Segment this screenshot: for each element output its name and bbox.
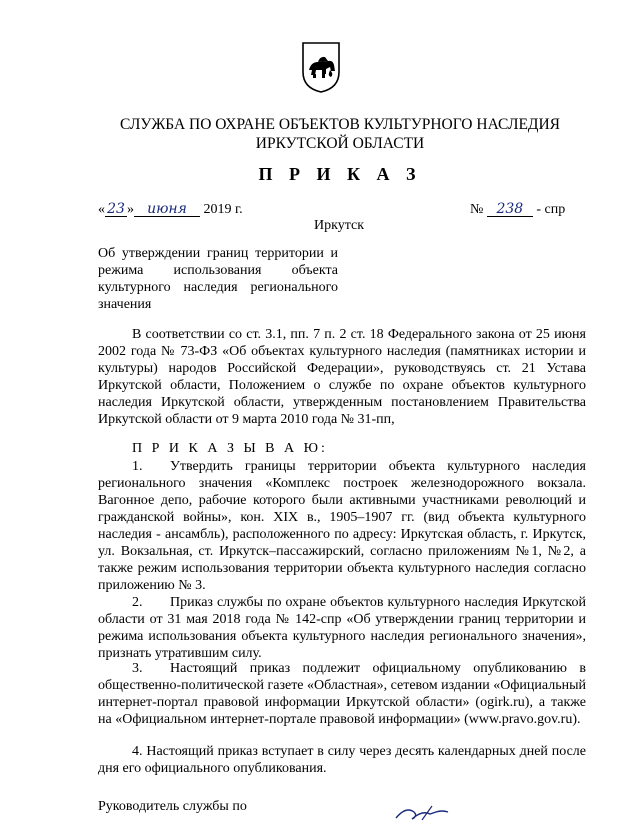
date-month: июня: [134, 202, 200, 217]
order-word: П Р И К А З Ы В А Ю:: [132, 441, 328, 456]
organization-name-line2: ИРКУТСКОЙ ОБЛАСТИ: [255, 135, 425, 152]
order-number: [470, 202, 565, 218]
order-item-4: [98, 743, 586, 777]
date-year: 2019 г.: [203, 202, 243, 217]
signatory-title: Руководитель службы по: [98, 799, 247, 814]
order-date: [98, 202, 243, 218]
number-suffix: - спр: [536, 202, 566, 217]
number-sign: №: [470, 202, 484, 217]
signature-icon: [392, 800, 452, 824]
item-number: 2.: [132, 595, 143, 610]
item-number: 4.: [132, 744, 143, 759]
organization-name-line1: СЛУЖБА ПО ОХРАНЕ ОБЪЕКТОВ КУЛЬТУРНОГО НАСЛЕДИЯ: [119, 116, 561, 133]
item-text: Настоящий приказ вступает в силу через десять календарных дней после дня его официального опубликования.: [98, 744, 587, 776]
item-number: 1.: [132, 459, 143, 474]
item-text: Приказ службы по охране объектов культурного наследия Иркутской области от 31 мая 2018 года № 142-спр «Об утверждении границ территории и режима использования объекта культурного наследия регионального значения», признать утратившим силу.: [98, 595, 586, 661]
document-title: П Р И К А З: [258, 164, 422, 184]
item-text: Настоящий приказ подлежит официальному опубликованию в общественно-политической газете «Областная», сетевом издании «Официальный интернет-портал правовой информации Иркутской области» (ogirk.ru), а также на «Официальном интернет-портале правовой информации» (www.pravo.gov.ru).: [98, 661, 586, 727]
order-item-3: [98, 660, 586, 728]
coat-of-arms-icon: [300, 40, 342, 94]
item-text: Утвердить границы территории объекта культурного наследия регионального значения «Комплекс построек железнодорожного вокзала. Вагонное депо, рабочие которого были активными участниками революций и гражданской войны», кон. XIX в., 1905–1907 гг. (вид объекта культурного наследия - ансамбль), расположенного по адресу: Иркутская область, г. Иркутск, ул. Вокзальная, ст. Иркутск–пассажирский, согласно приложениям №1, №2, а также режим использования территории объекта культурного наследия согласно приложению № 3.: [98, 459, 586, 593]
order-item-2: [98, 594, 586, 662]
order-item-1: [98, 458, 586, 594]
date-quote-open: «: [98, 202, 105, 217]
preamble-paragraph: В соответствии со ст. 3.1, пп. 7 п. 2 ст. 18 Федерального закона от 25 июня 2002 года № 73-ФЗ «Об объектах культурного наследия (памятниках истории и культуры) народов Российской Федерации», руководствуясь ст. 21 Устава Иркутской области, Положением о службе по охране объектов культурного наследия Иркутской области, утвержденным постановлением Правительства Иркутской области от 9 марта 2010 года № 31-пп,: [98, 327, 586, 427]
city: Иркутск: [314, 218, 365, 233]
number-value: 238: [487, 202, 533, 217]
item-number: 3.: [132, 661, 143, 676]
date-day: 23: [105, 202, 127, 217]
order-subject: Об утверждении границ территории и режима использования объекта культурного наследия регионального значения: [98, 246, 338, 312]
date-quote-close: »: [127, 202, 134, 217]
